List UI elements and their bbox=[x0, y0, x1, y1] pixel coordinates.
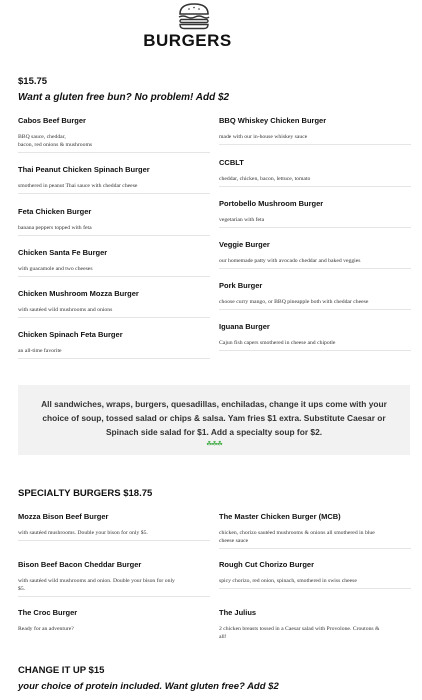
specialty-right-column bbox=[219, 512, 411, 644]
sides-info-text: All sandwiches, wraps, burgers, quesadillas, enchiladas, change it ups come with your choice of soup, tossed salad or chips & salsa. Yam fries $1 extra. Substitute Caesar or Spinach side salad for $1. Add a specialty soup for $2. bbox=[41, 399, 387, 437]
menu-item bbox=[18, 330, 210, 359]
item-desc: Ready for an adventure? bbox=[18, 626, 74, 632]
item-desc: choose curry mango, or BBQ pineapple both with cheddar cheese bbox=[219, 298, 411, 310]
item-desc: spicy chorizo, red onion, spinach, smothered in swiss cheese bbox=[219, 577, 411, 589]
item-desc: our homemade patty with avocado cheddar and baked veggies bbox=[219, 257, 411, 269]
page-title: BURGERS bbox=[143, 31, 232, 50]
menu-item bbox=[18, 165, 210, 207]
item-desc: with sautéed wild mushrooms and onion. Double your bison for only $5. bbox=[18, 577, 210, 597]
menu-item bbox=[219, 281, 411, 322]
item-desc: cheddar, chicken, bacon, lettuce, tomato bbox=[219, 175, 411, 187]
item-name: Chicken Santa Fe Burger bbox=[18, 248, 108, 257]
menu-item bbox=[219, 240, 411, 281]
item-name: Cabos Beef Burger bbox=[18, 116, 86, 125]
specialty-heading: SPECIALTY BURGERS $18.75 bbox=[18, 488, 153, 499]
item-desc: 2 chicken breasts tossed in a Caesar salad with Provolone. Croutons & all! bbox=[219, 626, 380, 640]
menu-item bbox=[18, 289, 210, 330]
change-it-up-note: your choice of protein included. Want gluten free? Add $2 bbox=[18, 681, 279, 692]
menu-item bbox=[219, 512, 411, 560]
specialty-left-column bbox=[18, 512, 210, 636]
menu-item bbox=[18, 207, 210, 248]
item-name: Iguana Burger bbox=[219, 322, 270, 331]
menu-right-column bbox=[219, 116, 411, 351]
item-name: Feta Chicken Burger bbox=[18, 207, 92, 216]
item-name: Pork Burger bbox=[219, 281, 263, 290]
menu-item bbox=[219, 322, 411, 351]
menu-item bbox=[18, 560, 210, 608]
item-name: The Master Chicken Burger (MCB) bbox=[219, 512, 341, 521]
item-desc: Cajun fish capers smothered in cheese and chipotle bbox=[219, 339, 411, 351]
menu-item bbox=[219, 560, 411, 608]
item-desc: BBQ sauce, cheddar, bacon, red onions & mushrooms bbox=[18, 133, 210, 153]
item-name: Chicken Mushroom Mozza Burger bbox=[18, 289, 139, 298]
item-name: The Julius bbox=[219, 608, 257, 617]
change-it-up-heading: CHANGE IT UP $15 bbox=[18, 665, 105, 676]
item-name: Thai Peanut Chicken Spinach Burger bbox=[18, 165, 150, 174]
item-name: BBQ Whiskey Chicken Burger bbox=[219, 116, 327, 125]
item-name: CCBLT bbox=[219, 158, 244, 167]
menu-item bbox=[219, 158, 411, 199]
menu-item bbox=[219, 608, 411, 644]
item-desc: smothered in peanut Thai sauce with cheddar cheese bbox=[18, 182, 210, 194]
item-desc: banana peppers topped with feta bbox=[18, 224, 210, 236]
menu-item bbox=[18, 512, 210, 560]
item-desc: made with our in-house whiskey sauce bbox=[219, 133, 411, 145]
item-name: Rough Cut Chorizo Burger bbox=[219, 560, 314, 569]
item-desc: an all-time favorite bbox=[18, 347, 210, 359]
menu-item bbox=[18, 116, 210, 155]
menu-left-column bbox=[18, 116, 210, 359]
burger-icon bbox=[176, 2, 212, 30]
item-desc: chicken, chorizo sautéed mushrooms & onions all smothered in blue cheese sauce bbox=[219, 529, 411, 549]
menu-item bbox=[219, 199, 411, 240]
item-desc: with guacamole and two cheeses bbox=[18, 265, 210, 277]
item-desc: with sautéed mushrooms. Double your bison for only $5. bbox=[18, 529, 210, 541]
item-name: Veggie Burger bbox=[219, 240, 270, 249]
menu-item bbox=[219, 116, 411, 158]
item-desc: with sautéed wild mushrooms and onions bbox=[18, 306, 210, 318]
menu-item bbox=[18, 248, 210, 289]
item-name: Mozza Bison Beef Burger bbox=[18, 512, 109, 521]
gluten-free-note: Want a gluten free bun? No problem! Add $2 bbox=[18, 92, 230, 103]
item-name: The Croc Burger bbox=[18, 608, 78, 617]
clover-icon: ☘☘☘ bbox=[206, 441, 222, 448]
item-name: Chicken Spinach Feta Burger bbox=[18, 330, 123, 339]
burgers-price: $15.75 bbox=[18, 76, 48, 87]
item-desc: vegetarian with feta bbox=[219, 216, 411, 228]
item-name: Bison Beef Bacon Cheddar Burger bbox=[18, 560, 142, 569]
menu-item bbox=[18, 608, 210, 636]
item-name: Portobello Mushroom Burger bbox=[219, 199, 324, 208]
sides-info-box bbox=[18, 385, 410, 455]
